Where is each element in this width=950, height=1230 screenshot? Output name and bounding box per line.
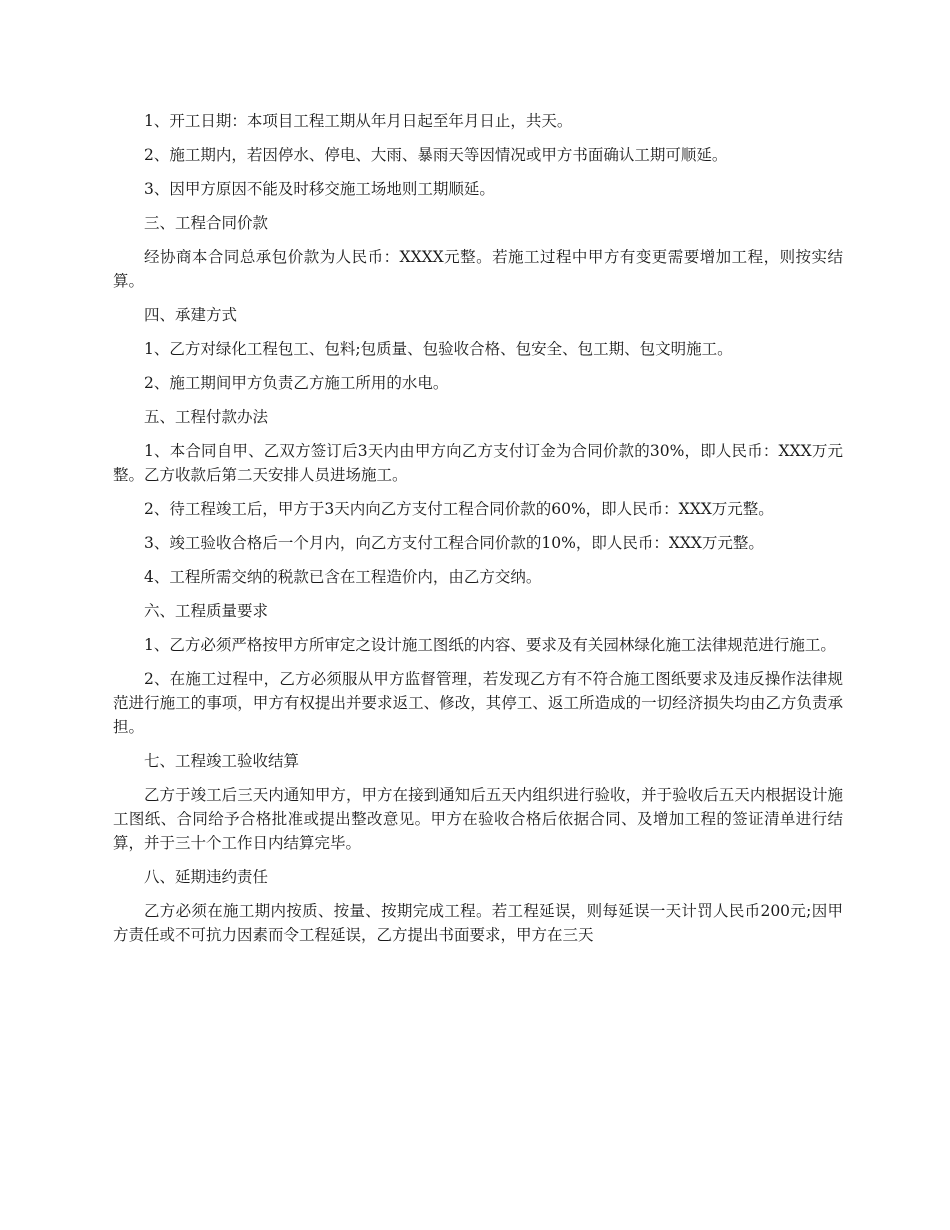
clause-quality-standards: 1、乙方必须严格按甲方所审定之设计施工图纸的内容、要求及有关园林绿化施工法律规范进行施工。 (144, 636, 836, 654)
clause-payment-final: 3、竣工验收合格后一个月内，向乙方支付工程合同价款的10%，即人民币：XXX万元整。 (144, 534, 764, 552)
section-heading-payment: 五、工程付款办法 (144, 408, 269, 426)
clause-extension-weather: 2、施工期内，若因停水、停电、大雨、暴雨天等因情况或甲方书面确认工期可顺延。 (144, 146, 728, 164)
clause-start-date: 1、开工日期：本项目工程工期从年月日起至年月日止，共天。 (144, 112, 573, 130)
clause-payment-tax: 4、工程所需交纳的税款已含在工程造价内，由乙方交纳。 (144, 568, 542, 586)
clause-method-all-inclusive: 1、乙方对绿化工程包工、包料;包质量、包验收合格、包安全、包工期、包文明施工。 (144, 340, 733, 358)
clause-delay-penalty: 乙方必须在施工期内按质、按量、按期完成工程。若工程延误，则每延误一天计罚人民币200元;因甲方责任或不可抗力因素而令工程延误，乙方提出书面要求，甲方在三天 (113, 902, 843, 944)
document-page (113, 109, 843, 957)
section-heading-quality: 六、工程质量要求 (144, 602, 269, 620)
section-heading-method: 四、承建方式 (144, 306, 238, 324)
clause-extension-site: 3、因甲方原因不能及时移交施工场地则工期顺延。 (144, 180, 495, 198)
section-heading-delay: 八、延期违约责任 (144, 868, 269, 886)
section-heading-acceptance: 七、工程竣工验收结算 (144, 752, 300, 770)
clause-payment-deposit: 1、本合同自甲、乙双方签订后3天内由甲方向乙方支付订金为合同价款的30%，即人民币：XXX万元整。乙方收款后第二天安排人员进场施工。 (113, 442, 843, 484)
clause-contract-price: 经协商本合同总承包价款为人民币：XXXX元整。若施工过程中甲方有变更需要增加工程，则按实结算。 (113, 248, 843, 290)
clause-quality-supervision: 2、在施工过程中，乙方必须服从甲方监督管理，若发现乙方有不符合施工图纸要求及违反操作法律规范进行施工的事项，甲方有权提出并要求返工、修改，其停工、返工所造成的一切经济损失均由乙方负责承担。 (113, 670, 843, 736)
clause-acceptance-settlement: 乙方于竣工后三天内通知甲方，甲方在接到通知后五天内组织进行验收，并于验收后五天内根据设计施工图纸、合同给予合格批准或提出整改意见。甲方在验收合格后依据合同、及增加工程的签证清单进行结算，并于三十个工作日内结算完毕。 (113, 786, 843, 852)
clause-method-utilities: 2、施工期间甲方负责乙方施工所用的水电。 (144, 374, 449, 392)
section-heading-price: 三、工程合同价款 (144, 214, 269, 232)
clause-payment-completion: 2、待工程竣工后，甲方于3天内向乙方支付工程合同价款的60%，即人民币：XXX万元整。 (144, 500, 774, 518)
